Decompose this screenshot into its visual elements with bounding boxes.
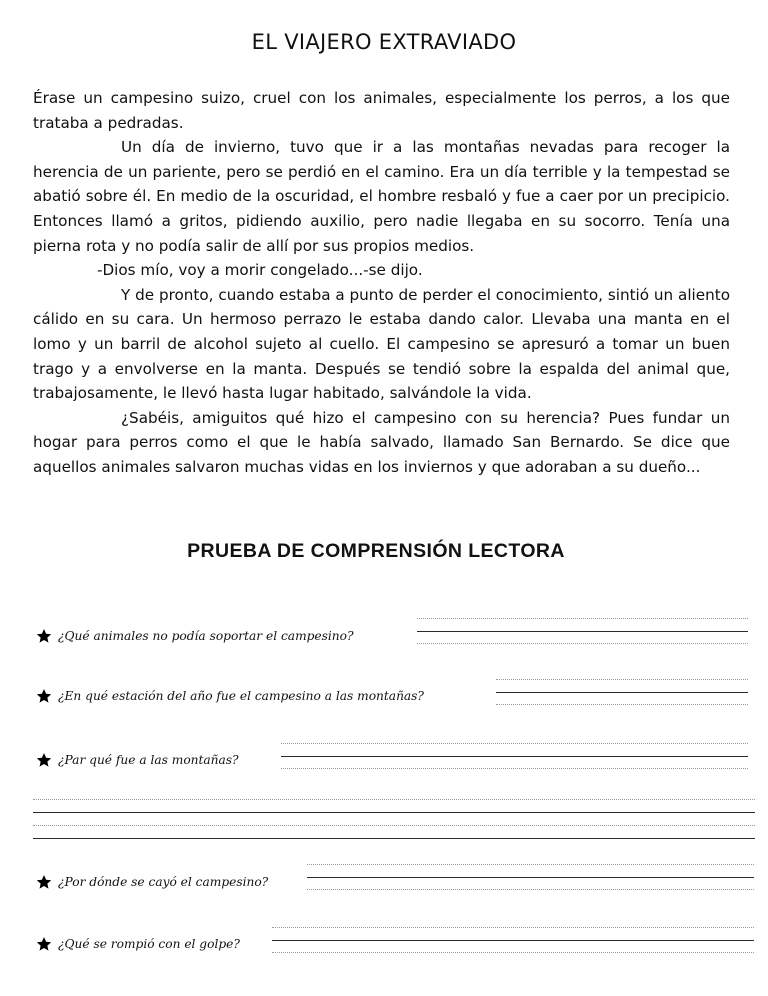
- answer-line-4[interactable]: [307, 877, 754, 878]
- story-text: [33, 86, 730, 480]
- answer-line-2[interactable]: [496, 692, 748, 693]
- answer-line-3[interactable]: [281, 756, 748, 757]
- quiz-title: PRUEBA DE COMPRENSIÓN LECTORA: [187, 540, 565, 562]
- question-text: ¿Par qué fue a las montañas?: [58, 753, 239, 767]
- page-title: EL VIAJERO EXTRAVIADO: [251, 30, 517, 54]
- answer-line-3b[interactable]: [33, 812, 755, 813]
- story-paragraph: ¿Sabéis, amiguitos qué hizo el campesino con su herencia? Pues fundar un hogar para perros como el que le había salvado, llamado San Bernardo. Se dice que aquellos animales salvaron muchas vidas en los inviernos y que adoraban a su dueño...: [33, 408, 730, 476]
- star-icon: [36, 688, 52, 704]
- question-text: ¿Qué animales no podía soportar el campesino?: [58, 629, 354, 643]
- star-icon: [36, 874, 52, 890]
- answer-line-5[interactable]: [272, 940, 754, 941]
- question-3: [36, 748, 239, 772]
- question-text: ¿Por dónde se cayó el campesino?: [58, 875, 269, 889]
- question-1: [36, 624, 354, 648]
- star-icon: [36, 752, 52, 768]
- answer-line-3c[interactable]: [33, 838, 755, 839]
- star-icon: [36, 936, 52, 952]
- question-2: [36, 684, 424, 708]
- story-paragraph: Y de pronto, cuando estaba a punto de perder el conocimiento, sintió un aliento cálido en su cara. Un hermoso perrazo le estaba dando calor. Llevaba una manta en el lomo y un barril de alcohol sujeto al cuello. El campesino se apresuró a tomar un buen trago y a envolverse en la manta. Después se tendió sobre la espalda del animal que, trabajosamente, le llevó hasta lugar habitado, salvándole la vida.: [33, 285, 730, 403]
- story-paragraph: -Dios mío, voy a morir congelado...-se dijo.: [97, 261, 423, 280]
- answer-guide-line: [33, 825, 755, 826]
- question-4: [36, 870, 268, 894]
- answer-guide-line: [33, 799, 755, 800]
- star-icon: [36, 628, 52, 644]
- answer-line-1[interactable]: [417, 631, 748, 632]
- question-text: ¿Qué se rompió con el golpe?: [58, 937, 240, 951]
- story-paragraph: Érase un campesino suizo, cruel con los animales, especialmente los perros, a los que trataba a pedradas.: [33, 89, 730, 132]
- question-text: ¿En qué estación del año fue el campesino a las montañas?: [58, 689, 424, 703]
- story-paragraph: Un día de invierno, tuvo que ir a las montañas nevadas para recoger la herencia de un pariente, pero se perdió en el camino. Era un día terrible y la tempestad se abatió sobre él. En medio de la oscuridad, el hombre resbaló y fue a caer por un precipicio. Entonces llamó a gritos, pidiendo auxilio, pero nadie llegaba en su socorro. Tenía una pierna rota y no podía salir de allí por sus propios medios.: [33, 138, 730, 255]
- question-5: [36, 932, 240, 956]
